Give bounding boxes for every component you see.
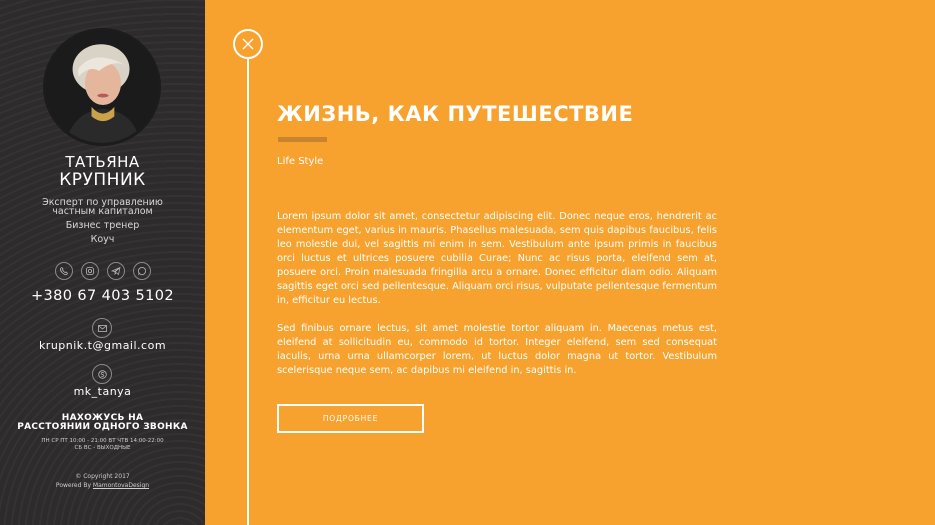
telegram-icon[interactable] (107, 262, 125, 280)
article-paragraph: Lorem ipsum dolor sit amet, consectetur adipiscing elit. Donec neque eros, hendrerit ac elementum eget, varius in mauris. Phasellus malesuada, sem quis dapibus faucibus, felis leo molestie dui, vel sagittis mi enim in sem. Vestibulum ante ipsum primis in faucibus orci luctus et ultrices posuere cubilia Curae; Nunc ac risus porta, eleifend sem at, posuere orci. Proin malesuada fringilla arcu a ornare. Donec efficitur diam odio. Aliquam sagittis eget orci sed pellentesque. Aliquam orci risus, vulputate pellentesque fermentum in, efficitur eu lectus. (277, 211, 717, 306)
whatsapp-icon[interactable] (133, 262, 151, 280)
title-underline (278, 137, 327, 142)
article-paragraph: Sed finibus ornare lectus, sit amet molestie tortor aliquam in. Maecenas metus est, eleifend at sollicitudin eu, commodo id tortor. Integer eleifend, sem sed consequat iaculis, urna urna ullamcorper lorem, ut luctus dolor magna ut tortor. Vestibulum scelerisque neque sem, ac dapibus mi eleifend in, sagittis in. (277, 323, 717, 376)
phone-number[interactable]: +380 67 403 5102 (30, 288, 175, 304)
read-more-button[interactable]: ПОДРОБНЕЕ (277, 404, 424, 433)
skype-username[interactable]: mk_tanya (73, 385, 132, 398)
copyright: © Copyright 2017 (75, 473, 130, 480)
designer-link[interactable]: MamontovaDesign (92, 482, 150, 489)
avatar (43, 28, 161, 146)
profile-role: Коуч (90, 234, 115, 245)
sidebar (0, 0, 205, 525)
availability-heading: НАХОЖУСЬ НА (61, 413, 144, 423)
profile-last-name: КРУПНИК (59, 170, 146, 190)
close-button[interactable] (233, 29, 263, 59)
powered-by-prefix: Powered By (55, 482, 93, 489)
email-link[interactable]: krupnik.t@gmail.com (38, 339, 167, 352)
mail-icon (92, 318, 112, 338)
social-links (55, 262, 151, 280)
availability-heading: РАССТОЯНИИ ОДНОГО ЗВОНКА (17, 422, 188, 432)
powered-by (0, 482, 205, 489)
working-hours: СБ ВС - ВЫХОДНЫЕ (74, 445, 131, 451)
timeline-line (247, 57, 249, 525)
working-hours: ПН СР ПТ 10:00 - 21:00 ВТ ЧТВ 14:00-22:00 (41, 438, 164, 444)
instagram-icon[interactable] (81, 262, 99, 280)
skype-icon (92, 364, 112, 384)
profile-role: Эксперт по управлению (42, 197, 163, 208)
profile-role: Бизнес тренер (65, 220, 140, 231)
profile-role: частным капиталом (52, 206, 153, 217)
article-title: ЖИЗНЬ, КАК ПУТЕШЕСТВИЕ (277, 102, 634, 126)
article-category: Life Style (277, 156, 324, 167)
profile-first-name: ТАТЬЯНА (65, 153, 140, 171)
close-icon (241, 37, 255, 51)
viber-icon[interactable] (55, 262, 73, 280)
